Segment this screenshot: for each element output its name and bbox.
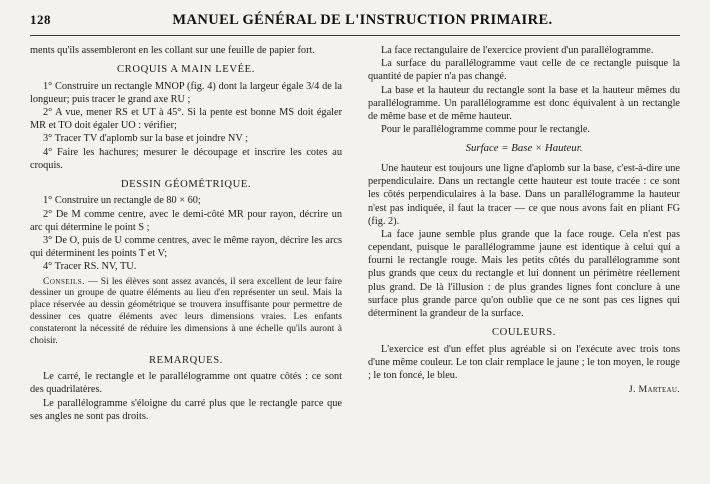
- author-signature: J. Marteau.: [628, 384, 680, 396]
- list-item: 1° Construire un rectangle de 80 × 60;: [43, 195, 201, 207]
- section-heading-croquis: CROQUIS A MAIN LEVÉE.: [117, 64, 255, 76]
- left-column: [30, 44, 355, 462]
- list-item: 4° Faire les hachures; mesurer le découpage et inscrire les cotes au croquis.: [30, 146, 342, 171]
- section-heading-remarques: REMARQUES.: [149, 354, 223, 366]
- conseils-note: [30, 277, 342, 348]
- right-column: [355, 44, 680, 462]
- body-paragraph: Pour le parallélogramme comme pour le rectangle.: [381, 124, 590, 136]
- body-paragraph: La base et la hauteur du rectangle sont la base et la hauteur mêmes du parallélogramme. Un parallélogramme est donc équivalent à un rectangle de même base et de même hauteur.: [368, 84, 680, 122]
- conseils-text: — Si les élèves sont assez avancés, il sera excellent de leur faire dessiner un groupe de quatre éléments au lieu d'en représenter un seul. Mais la place réservée au dessin géométrique se trouvera insuffisante pour permettre de dessiner ces quatre éléments avec leurs dimensions vraies. Les enfants constateront la nécessité de réduire les dimensions à une échelle qu'ils auront à choisir.: [30, 276, 342, 346]
- body-paragraph: La surface du parallélogramme vaut celle de ce rectangle puisque la quantité de papier n'a pas changé.: [368, 58, 680, 83]
- list-item: 3° De O, puis de U comme centres, avec le même rayon, décrire les arcs qui déterminent les points T et V;: [30, 234, 342, 260]
- header-rule: [30, 35, 680, 36]
- surface-formula: Surface = Base × Hauteur.: [465, 142, 583, 155]
- conseils-label: Conseils.: [43, 276, 85, 287]
- list-item: 1° Construire un rectangle MNOP (fig. 4) dont la largeur égale 3/4 de la longueur; puis tracer le grand axe RU ;: [30, 80, 342, 105]
- remarque-paragraph: Le parallélogramme s'éloigne du carré plus que le rectangle parce que ses angles ne sont pas droits.: [30, 397, 342, 422]
- remarque-paragraph: Le carré, le rectangle et le parallélogramme ont quatre côtés : ce sont des quadrilatères.: [30, 371, 342, 396]
- list-item: 2° A vue, mener RS et UT à 45°. Si la pente est bonne MS doit égaler MR et TO doit égaler UO : vérifier;: [30, 107, 342, 132]
- body-paragraph: Une hauteur est toujours une ligne d'aplomb sur la base, c'est-à-dire une perpendiculaire. Dans un rectangle cette hauteur est toute tracée : ce sont les côtés perpendiculaires à la base. Dans un parallélogramme la hauteur n'est pas indiquée, il faut la tracer — ce que nous avons fait en pliant FG (fig. 2).: [368, 163, 680, 227]
- list-item: 4° Tracer RS. NV, TU.: [43, 261, 137, 273]
- body-paragraph: La face jaune semble plus grande que la face rouge. Cela n'est pas cependant, puisque le parallélogramme jaune est identique à celui qui a fourni le rectangle rouge. Mais les petits côtés du parallélogramme sont plus grands que ceux du rectangle et lui donnent un périmètre réellement plus grand. De là l'illusion : de plus grandes lignes font conclure à une surface plus grande parce qu'on oublie que ce ne sont pas ces lignes qui déterminent la grandeur de la surface.: [368, 228, 680, 319]
- section-heading-dessin: DESSIN GÉOMÉTRIQUE.: [120, 178, 252, 190]
- page-header: [30, 12, 680, 31]
- column-container: [30, 44, 680, 462]
- page-number: 128: [30, 12, 51, 27]
- running-title: MANUEL GÉNÉRAL DE L'INSTRUCTION PRIMAIRE.: [172, 12, 553, 28]
- list-item: 2° De M comme centre, avec le demi-côté MR pour rayon, décrire un arc qui détermine le point S ;: [30, 208, 342, 233]
- intro-paragraph: ments qu'ils assembleront en les collant sur une feuille de papier fort.: [30, 45, 315, 56]
- body-paragraph: La face rectangulaire de l'exercice provient d'un parallélogramme.: [381, 45, 654, 56]
- body-paragraph: L'exercice est d'un effet plus agréable si on l'exécute avec trois tons d'une même couleur. Le ton clair remplace le jaune ; le ton moyen, le rouge ; le ton foncé, le bleu.: [368, 343, 680, 381]
- section-heading-couleurs: COULEURS.: [492, 327, 556, 339]
- list-item: 3° Tracer TV d'aplomb sur la base et joindre NV ;: [43, 133, 249, 145]
